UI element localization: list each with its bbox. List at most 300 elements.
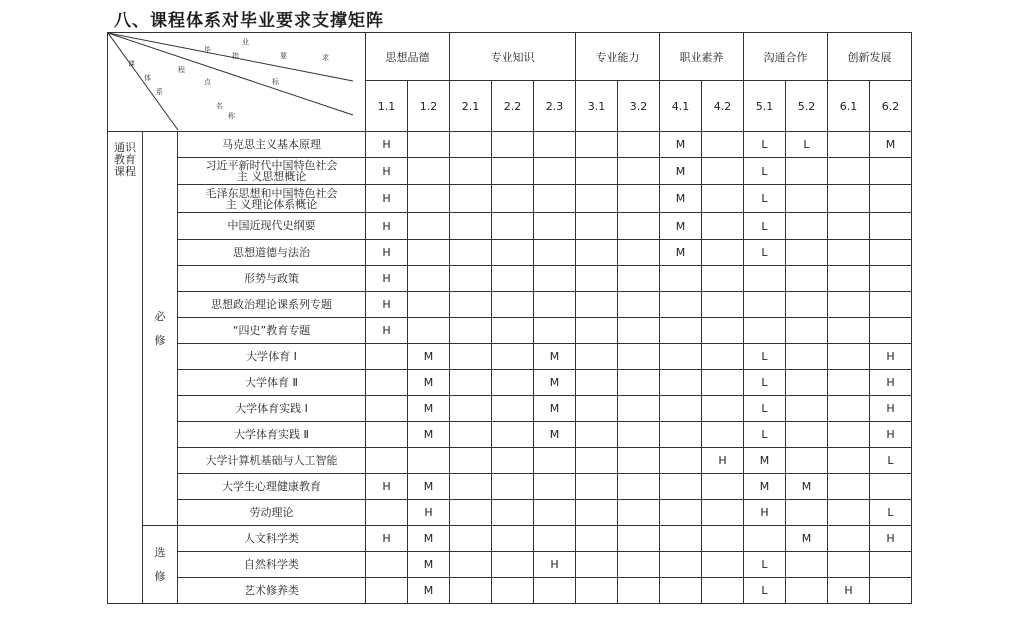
- support-level-cell: [660, 396, 702, 422]
- table-row: [108, 344, 912, 370]
- requirement-indicator-header: 5.2: [786, 81, 828, 132]
- support-level-cell: H: [828, 578, 870, 604]
- support-level-cell: [786, 578, 828, 604]
- support-level-cell: [408, 158, 450, 185]
- category-elective-text: 选修: [154, 545, 166, 583]
- support-level-cell: [786, 240, 828, 266]
- support-level-cell: [492, 266, 534, 292]
- support-level-cell: [534, 526, 576, 552]
- support-level-cell: M: [408, 344, 450, 370]
- support-level-cell: [618, 266, 660, 292]
- support-level-cell: [870, 318, 912, 344]
- course-name: 中国近现代史纲要: [178, 213, 366, 240]
- requirement-group-header: 专业知识: [450, 33, 576, 81]
- course-name: [178, 158, 366, 185]
- support-level-cell: [492, 344, 534, 370]
- support-level-cell: [534, 292, 576, 318]
- support-level-cell: [492, 448, 534, 474]
- course-name: 大学生心理健康教育: [178, 474, 366, 500]
- support-level-cell: H: [366, 240, 408, 266]
- support-level-cell: [534, 474, 576, 500]
- requirement-group-header: 思想品德: [366, 33, 450, 81]
- support-level-cell: [534, 213, 576, 240]
- support-level-cell: [534, 132, 576, 158]
- table-row: [108, 185, 912, 213]
- support-level-cell: [534, 500, 576, 526]
- support-level-cell: [450, 185, 492, 213]
- support-level-cell: [450, 213, 492, 240]
- support-level-cell: [450, 158, 492, 185]
- support-level-cell: [366, 578, 408, 604]
- support-level-cell: M: [786, 526, 828, 552]
- support-level-cell: M: [660, 132, 702, 158]
- table-row: [108, 552, 912, 578]
- support-level-cell: [534, 266, 576, 292]
- support-level-cell: M: [660, 185, 702, 213]
- corner-label: 名: [216, 102, 223, 110]
- support-level-cell: [828, 500, 870, 526]
- support-level-cell: [492, 240, 534, 266]
- support-level-cell: [366, 552, 408, 578]
- support-level-cell: L: [744, 422, 786, 448]
- table-row: [108, 474, 912, 500]
- support-level-cell: [450, 344, 492, 370]
- support-level-cell: [450, 266, 492, 292]
- table-row: [108, 240, 912, 266]
- support-level-cell: [786, 396, 828, 422]
- requirement-indicator-header: 2.2: [492, 81, 534, 132]
- support-level-cell: [618, 132, 660, 158]
- support-level-cell: H: [366, 158, 408, 185]
- support-level-cell: [870, 158, 912, 185]
- support-level-cell: H: [366, 318, 408, 344]
- support-level-cell: [576, 158, 618, 185]
- support-level-cell: [576, 422, 618, 448]
- support-level-cell: [576, 318, 618, 344]
- support-level-cell: [702, 370, 744, 396]
- support-level-cell: [492, 185, 534, 213]
- support-level-cell: [492, 318, 534, 344]
- table-row: [108, 448, 912, 474]
- support-level-cell: [618, 500, 660, 526]
- support-level-cell: [618, 344, 660, 370]
- support-level-cell: M: [408, 370, 450, 396]
- support-level-cell: [870, 266, 912, 292]
- support-level-cell: M: [534, 344, 576, 370]
- support-level-cell: [828, 344, 870, 370]
- support-level-cell: [576, 213, 618, 240]
- support-level-cell: [870, 578, 912, 604]
- support-level-cell: M: [408, 396, 450, 422]
- support-level-cell: M: [534, 422, 576, 448]
- table-row: [108, 292, 912, 318]
- requirement-indicator-header: 6.2: [870, 81, 912, 132]
- support-level-cell: M: [660, 213, 702, 240]
- support-level-cell: [744, 266, 786, 292]
- support-level-cell: [660, 344, 702, 370]
- table-row: [108, 318, 912, 344]
- requirement-group-header: 专业能力: [576, 33, 660, 81]
- support-level-cell: M: [534, 370, 576, 396]
- support-level-cell: [408, 292, 450, 318]
- support-level-cell: [786, 344, 828, 370]
- support-level-cell: [576, 526, 618, 552]
- course-name: 形势与政策: [178, 266, 366, 292]
- support-level-cell: [492, 578, 534, 604]
- support-level-cell: [408, 266, 450, 292]
- support-level-cell: [576, 578, 618, 604]
- support-level-cell: [786, 370, 828, 396]
- requirement-group-header: 沟通合作: [744, 33, 828, 81]
- support-level-cell: [828, 158, 870, 185]
- support-level-cell: [870, 474, 912, 500]
- support-level-cell: L: [870, 448, 912, 474]
- support-level-cell: [366, 500, 408, 526]
- requirement-indicator-header: 3.2: [618, 81, 660, 132]
- support-level-cell: [450, 552, 492, 578]
- support-level-cell: [828, 552, 870, 578]
- support-level-cell: H: [534, 552, 576, 578]
- support-level-cell: [618, 158, 660, 185]
- course-name: 自然科学类: [178, 552, 366, 578]
- support-level-cell: L: [744, 396, 786, 422]
- support-level-cell: H: [408, 500, 450, 526]
- support-level-cell: [786, 213, 828, 240]
- support-level-cell: [702, 292, 744, 318]
- course-name: 马克思主义基本原理: [178, 132, 366, 158]
- support-level-cell: M: [660, 158, 702, 185]
- support-level-cell: [702, 578, 744, 604]
- support-level-cell: M: [534, 396, 576, 422]
- support-level-cell: H: [366, 474, 408, 500]
- support-level-cell: [366, 422, 408, 448]
- support-level-cell: [786, 448, 828, 474]
- support-level-cell: [744, 526, 786, 552]
- table-row: [108, 526, 912, 552]
- support-level-cell: [660, 448, 702, 474]
- support-level-cell: [828, 318, 870, 344]
- support-level-cell: [828, 185, 870, 213]
- support-level-cell: [576, 132, 618, 158]
- support-level-cell: [576, 552, 618, 578]
- support-level-cell: M: [408, 474, 450, 500]
- support-level-cell: [702, 240, 744, 266]
- support-level-cell: [492, 526, 534, 552]
- support-level-cell: [618, 552, 660, 578]
- support-level-cell: [450, 526, 492, 552]
- support-level-cell: [618, 526, 660, 552]
- support-level-cell: [534, 448, 576, 474]
- support-level-cell: [702, 185, 744, 213]
- support-level-cell: [534, 185, 576, 213]
- support-level-cell: H: [870, 526, 912, 552]
- support-level-cell: M: [408, 578, 450, 604]
- support-level-cell: [744, 292, 786, 318]
- support-level-cell: [576, 396, 618, 422]
- table-row: [108, 396, 912, 422]
- course-name: 劳动理论: [178, 500, 366, 526]
- support-level-cell: [744, 318, 786, 344]
- support-level-cell: [366, 344, 408, 370]
- support-level-cell: [702, 213, 744, 240]
- support-level-cell: [450, 500, 492, 526]
- support-level-cell: H: [366, 213, 408, 240]
- support-level-cell: [408, 132, 450, 158]
- support-level-cell: [576, 240, 618, 266]
- support-level-cell: M: [408, 422, 450, 448]
- support-level-cell: [660, 370, 702, 396]
- support-level-cell: [828, 396, 870, 422]
- support-level-cell: [786, 266, 828, 292]
- support-level-cell: [702, 344, 744, 370]
- requirement-indicator-header: 4.2: [702, 81, 744, 132]
- category-general-education-text: 通识教育课程: [114, 141, 136, 178]
- corner-label: 体: [144, 74, 151, 82]
- support-level-cell: [660, 422, 702, 448]
- course-name: 大学体育 Ⅱ: [178, 370, 366, 396]
- support-level-cell: [828, 474, 870, 500]
- support-level-cell: [576, 474, 618, 500]
- table-row: [108, 132, 912, 158]
- support-level-cell: [660, 318, 702, 344]
- support-level-cell: [492, 422, 534, 448]
- support-level-cell: [366, 396, 408, 422]
- support-level-cell: L: [744, 552, 786, 578]
- support-level-cell: [870, 213, 912, 240]
- support-level-cell: [576, 185, 618, 213]
- support-level-cell: [450, 132, 492, 158]
- support-level-cell: [450, 448, 492, 474]
- support-level-cell: [660, 292, 702, 318]
- support-level-cell: [786, 158, 828, 185]
- page-title: 八、课程体系对毕业要求支撑矩阵: [114, 11, 384, 31]
- support-level-cell: H: [870, 422, 912, 448]
- support-level-cell: [702, 552, 744, 578]
- support-level-cell: [870, 185, 912, 213]
- support-level-cell: L: [744, 578, 786, 604]
- support-level-cell: [702, 318, 744, 344]
- support-level-cell: [618, 292, 660, 318]
- course-name: “四史”教育专题: [178, 318, 366, 344]
- support-level-cell: [450, 422, 492, 448]
- requirement-indicator-header: 6.1: [828, 81, 870, 132]
- table-row: [108, 500, 912, 526]
- table-row: [108, 422, 912, 448]
- support-level-cell: H: [366, 132, 408, 158]
- support-level-cell: [492, 158, 534, 185]
- support-level-cell: [576, 266, 618, 292]
- support-level-cell: [786, 292, 828, 318]
- support-level-cell: [660, 578, 702, 604]
- corner-label: 点: [204, 78, 211, 86]
- support-level-cell: [408, 448, 450, 474]
- corner-label: 指: [232, 52, 239, 60]
- support-level-cell: [534, 578, 576, 604]
- support-level-cell: [408, 240, 450, 266]
- course-name: 大学体育实践 Ⅱ: [178, 422, 366, 448]
- corner-label: 程: [178, 66, 185, 74]
- course-name: 大学体育实践 Ⅰ: [178, 396, 366, 422]
- support-level-cell: [870, 240, 912, 266]
- course-name-line: 主 义理论体系概论: [225, 197, 318, 211]
- support-level-cell: [618, 185, 660, 213]
- support-level-cell: L: [744, 185, 786, 213]
- support-level-cell: M: [786, 474, 828, 500]
- support-level-cell: [702, 500, 744, 526]
- support-level-cell: [492, 500, 534, 526]
- support-level-cell: L: [744, 213, 786, 240]
- course-name-line: 习近平新时代中国特色社会: [205, 159, 338, 172]
- course-name: [178, 185, 366, 213]
- support-level-cell: [618, 474, 660, 500]
- support-level-cell: [618, 240, 660, 266]
- support-level-cell: [702, 266, 744, 292]
- support-level-cell: H: [366, 266, 408, 292]
- support-level-cell: H: [870, 370, 912, 396]
- support-level-cell: [702, 396, 744, 422]
- requirement-indicator-header: 5.1: [744, 81, 786, 132]
- support-level-cell: [450, 292, 492, 318]
- support-level-cell: [786, 500, 828, 526]
- corner-diagonal-header: [108, 33, 366, 132]
- support-level-cell: [828, 132, 870, 158]
- course-name: 艺术修养类: [178, 578, 366, 604]
- support-level-cell: [492, 370, 534, 396]
- support-level-cell: [702, 158, 744, 185]
- support-level-cell: M: [744, 474, 786, 500]
- support-level-cell: [576, 292, 618, 318]
- course-name: 思想政治理论课系列专题: [178, 292, 366, 318]
- support-level-cell: [450, 396, 492, 422]
- support-level-cell: [408, 213, 450, 240]
- support-level-cell: [786, 422, 828, 448]
- support-level-cell: L: [744, 240, 786, 266]
- table-row: [108, 266, 912, 292]
- support-level-cell: [618, 448, 660, 474]
- support-level-cell: [492, 396, 534, 422]
- corner-label: 标: [272, 78, 279, 86]
- requirement-indicator-header: 4.1: [660, 81, 702, 132]
- support-level-cell: [450, 240, 492, 266]
- requirement-indicator-header: 3.1: [576, 81, 618, 132]
- support-level-cell: [660, 526, 702, 552]
- course-name: 大学体育 Ⅰ: [178, 344, 366, 370]
- support-level-cell: [492, 132, 534, 158]
- table-row: [108, 213, 912, 240]
- corner-label: 求: [322, 54, 329, 62]
- support-level-cell: [576, 448, 618, 474]
- support-level-cell: [702, 132, 744, 158]
- support-level-cell: [702, 422, 744, 448]
- support-level-cell: [786, 552, 828, 578]
- course-name-line: 毛泽东思想和中国特色社会: [205, 186, 338, 200]
- support-level-cell: [870, 292, 912, 318]
- support-level-cell: L: [744, 158, 786, 185]
- support-level-cell: H: [870, 396, 912, 422]
- requirement-indicator-header: 1.2: [408, 81, 450, 132]
- support-level-cell: [492, 552, 534, 578]
- support-level-cell: H: [366, 292, 408, 318]
- support-level-cell: L: [786, 132, 828, 158]
- support-level-cell: [828, 292, 870, 318]
- table-row: [108, 578, 912, 604]
- support-level-cell: [702, 474, 744, 500]
- support-level-cell: [534, 158, 576, 185]
- support-level-cell: [408, 318, 450, 344]
- corner-label: 称: [228, 112, 235, 120]
- support-level-cell: [534, 318, 576, 344]
- support-level-cell: [492, 292, 534, 318]
- support-level-cell: H: [702, 448, 744, 474]
- support-level-cell: [576, 370, 618, 396]
- requirement-group-header: 创新发展: [828, 33, 912, 81]
- support-level-cell: H: [744, 500, 786, 526]
- support-level-cell: [366, 370, 408, 396]
- support-level-cell: [618, 370, 660, 396]
- support-level-cell: M: [660, 240, 702, 266]
- course-name: 思想道德与法治: [178, 240, 366, 266]
- support-level-cell: [618, 318, 660, 344]
- support-level-cell: [618, 422, 660, 448]
- support-level-cell: [786, 185, 828, 213]
- support-level-cell: [450, 318, 492, 344]
- category-elective: [143, 526, 178, 604]
- corner-label: 要: [280, 52, 287, 60]
- support-level-cell: [702, 526, 744, 552]
- support-level-cell: [450, 370, 492, 396]
- course-name: 大学计算机基础与人工智能: [178, 448, 366, 474]
- support-level-cell: [828, 266, 870, 292]
- corner-label: 业: [242, 38, 249, 46]
- table-row: [108, 370, 912, 396]
- category-general-education: [108, 132, 143, 604]
- support-level-cell: [534, 240, 576, 266]
- support-level-cell: [408, 185, 450, 213]
- support-matrix-table: [107, 32, 912, 604]
- support-level-cell: [828, 370, 870, 396]
- support-level-cell: [576, 500, 618, 526]
- support-level-cell: [660, 266, 702, 292]
- support-level-cell: [576, 344, 618, 370]
- course-name: 人文科学类: [178, 526, 366, 552]
- support-level-cell: H: [870, 344, 912, 370]
- corner-label: 系: [156, 88, 163, 96]
- support-level-cell: [828, 526, 870, 552]
- support-level-cell: L: [870, 500, 912, 526]
- category-required-text: 必修: [154, 309, 166, 347]
- support-level-cell: H: [366, 526, 408, 552]
- support-level-cell: [828, 240, 870, 266]
- requirement-indicator-header: 2.1: [450, 81, 492, 132]
- support-level-cell: [660, 500, 702, 526]
- support-level-cell: [618, 396, 660, 422]
- corner-label: 课: [128, 60, 135, 68]
- support-level-cell: [660, 474, 702, 500]
- support-level-cell: [828, 448, 870, 474]
- support-level-cell: [450, 474, 492, 500]
- support-level-cell: M: [744, 448, 786, 474]
- support-level-cell: L: [744, 344, 786, 370]
- table-row: [108, 158, 912, 185]
- support-level-cell: M: [408, 552, 450, 578]
- category-required: [143, 132, 178, 526]
- course-name-line: 主 义思想概论: [236, 170, 307, 183]
- support-level-cell: [492, 213, 534, 240]
- support-level-cell: M: [870, 132, 912, 158]
- support-level-cell: L: [744, 132, 786, 158]
- requirement-group-header: 职业素养: [660, 33, 744, 81]
- support-level-cell: [828, 422, 870, 448]
